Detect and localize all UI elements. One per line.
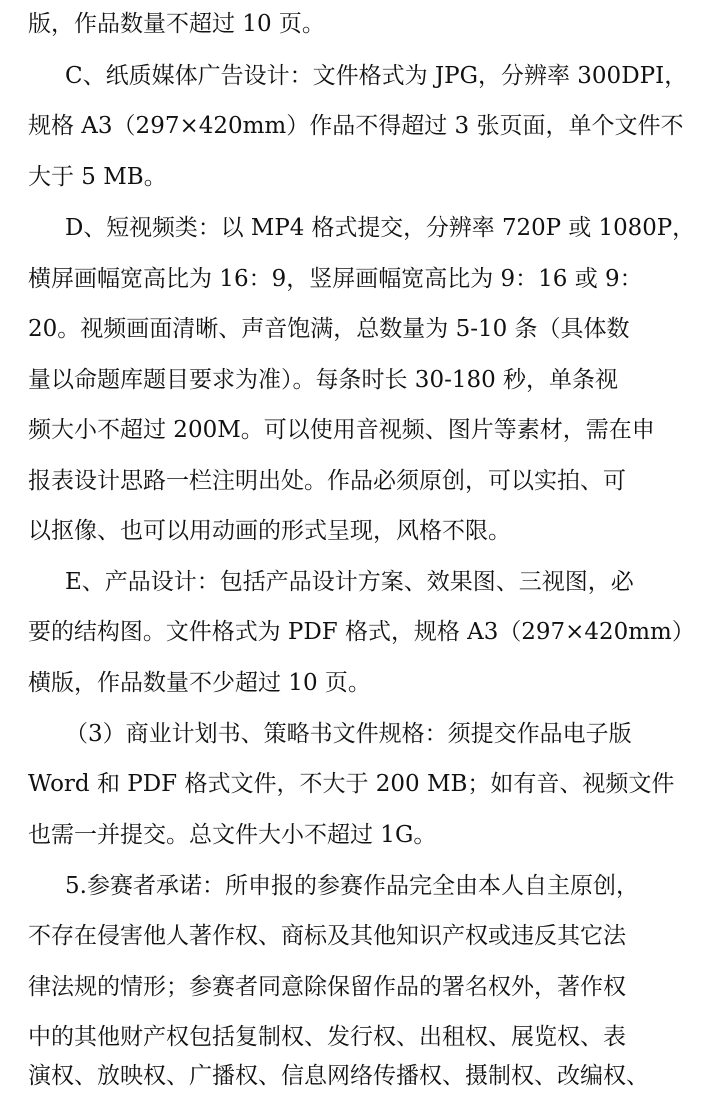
line-text: E、产品设计：包括产品设计方案、效果图、三视图，必 (65, 569, 634, 595)
line-text: 中的其他财产权包括复制权、发行权、出租权、展览权、表 (28, 1024, 626, 1050)
line-text: D、短视频类：以 MP4 格式提交，分辨率 720P 或 1080P， (65, 215, 696, 241)
line-text: 版，作品数量不超过 10 页。 (28, 11, 325, 37)
text-line (0, 56, 723, 96)
text-line (0, 208, 723, 248)
line-text: 报表设计思路一栏注明出处。作品必须原创，可以实拍、可 (28, 468, 626, 494)
line-text: 大于 5 MB。 (28, 164, 167, 190)
line-text: 以抠像、也可以用动画的形式呈现，风格不限。 (28, 518, 511, 544)
text-line (0, 309, 723, 349)
text-line (0, 714, 723, 754)
line-text: 量以命题库题目要求为准）。每条时长 30-180 秒，单条视 (28, 367, 619, 393)
line-text: 横屏画幅宽高比为 16：9，竖屏画幅宽高比为 9：16 或 9： (28, 266, 643, 292)
text-line (0, 259, 723, 299)
line-text: 规格 A3（297×420mm）作品不得超过 3 张页面，单个文件不 (28, 113, 684, 139)
text-line (0, 1017, 723, 1057)
text-line (0, 1056, 723, 1096)
text-line (0, 461, 723, 501)
text-line (0, 106, 723, 146)
line-text: 5.参赛者承诺：所申报的参赛作品完全由本人自主原创， (65, 873, 639, 899)
line-text: 也需一并提交。总文件大小不超过 1G。 (28, 822, 437, 848)
line-text: （3）商业计划书、策略书文件规格：须提交作品电子版 (65, 721, 632, 747)
line-text: 频大小不超过 200M。可以使用音视频、图片等素材，需在申 (28, 417, 655, 443)
text-line (0, 360, 723, 400)
text-line (0, 4, 723, 44)
text-line (0, 866, 723, 906)
line-text: 演权、放映权、广播权、信息网络传播权、摄制权、改编权、 (28, 1063, 649, 1089)
line-text: 不存在侵害他人著作权、商标及其他知识产权或违反其它法 (28, 923, 626, 949)
line-text: Word 和 PDF 格式文件，不大于 200 MB；如有音、视频文件 (28, 771, 675, 797)
text-line (0, 916, 723, 956)
line-text: 横版，作品数量不少超过 10 页。 (28, 670, 371, 696)
text-line (0, 967, 723, 1007)
line-text: C、纸质媒体广告设计：文件格式为 JPG，分辨率 300DPI， (65, 63, 688, 89)
line-text: 要的结构图。文件格式为 PDF 格式，规格 A3（297×420mm） (28, 619, 695, 645)
line-text: 20。视频画面清晰、声音饱满，总数量为 5-10 条（具体数 (28, 316, 630, 342)
text-line (0, 157, 723, 197)
text-line (0, 562, 723, 602)
text-line (0, 815, 723, 855)
line-text: 律法规的情形；参赛者同意除保留作品的署名权外，著作权 (28, 974, 626, 1000)
text-line (0, 612, 723, 652)
text-line (0, 764, 723, 804)
text-line (0, 663, 723, 703)
text-line (0, 410, 723, 450)
text-line (0, 511, 723, 551)
